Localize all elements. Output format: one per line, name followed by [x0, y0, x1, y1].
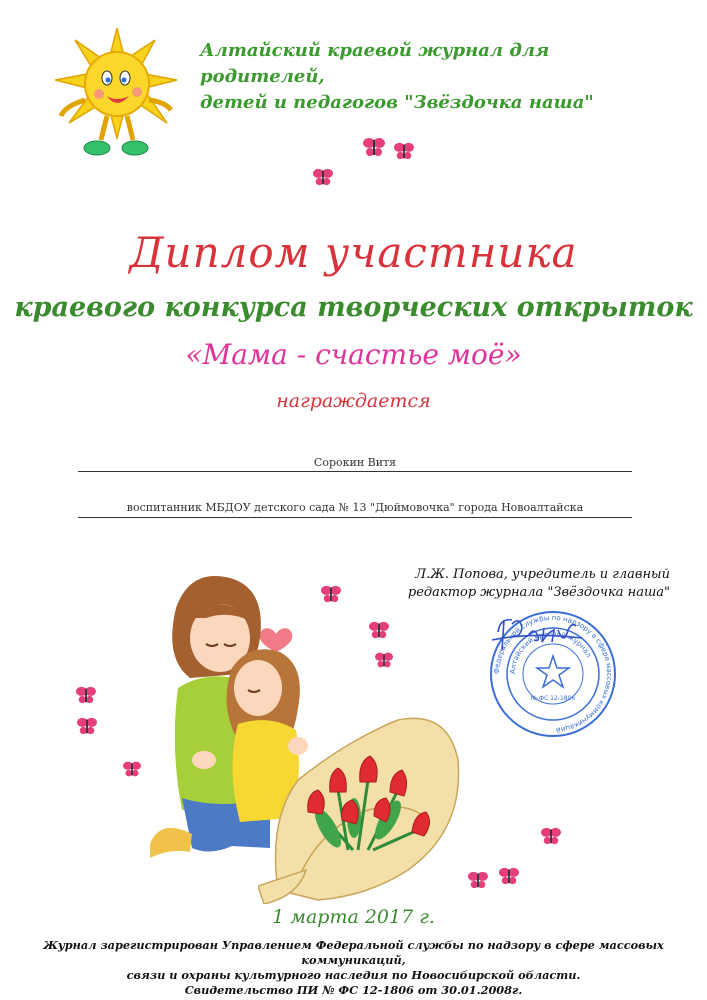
- butterfly-icon: [320, 584, 342, 604]
- signer-line1: Л.Ж. Попова, учредитель и главный: [415, 567, 670, 582]
- butterfly-icon: [75, 685, 97, 705]
- diploma-title: Диплом участника: [129, 228, 578, 277]
- butterfly-icon: [76, 716, 98, 736]
- butterfly-icon: [467, 870, 489, 890]
- butterfly-icon: [312, 167, 334, 187]
- footer-line2: связи и охраны культурного наследия по Новосибирской области.: [126, 968, 581, 982]
- stamp-number: № ФС 12-1806: [530, 695, 576, 702]
- butterfly-icon: [122, 760, 142, 778]
- awarded-label: награждается: [276, 390, 431, 412]
- signer-line2: редактор журнала "Звёздочка наша": [407, 585, 670, 600]
- contest-name: «Мама - счастье моё»: [185, 338, 522, 371]
- signature: [490, 612, 590, 657]
- butterfly-icon: [540, 826, 562, 846]
- journal-title: [200, 38, 620, 116]
- sun-mascot-icon: [55, 28, 180, 163]
- registration-footer: [20, 938, 687, 998]
- butterfly-icon: [374, 651, 394, 669]
- footer-line3: Свидетельство ПИ № ФС 12-1806 от 30.01.2008г.: [184, 983, 523, 997]
- butterfly-icon: [498, 866, 520, 886]
- contest-line: краевого конкурса творческих открыток: [14, 292, 693, 323]
- butterfly-icon: [393, 141, 415, 161]
- recipient-description-line: [78, 517, 632, 518]
- tulip-bouquet-illustration: [258, 700, 472, 904]
- recipient-name-line: [78, 471, 632, 472]
- journal-title-line1: Алтайский краевой журнал для родителей,: [200, 40, 550, 87]
- stamp-inner-text: Алтайский краевой журнал: [508, 629, 593, 675]
- recipient-name: Сорокин Витя: [313, 456, 397, 469]
- butterfly-icon: [362, 136, 386, 158]
- journal-title-line2: детей и педагогов "Звёздочка наша": [200, 92, 594, 113]
- signer-block: [405, 566, 670, 602]
- issue-date: 1 марта 2017 г.: [272, 906, 435, 928]
- footer-line1: Журнал зарегистрирован Управлением Федеральной службы по надзору в сфере массовых коммуникаций,: [43, 938, 664, 967]
- butterfly-icon: [368, 620, 390, 640]
- recipient-description: воспитанник МБДОУ детского сада № 13 "Дюймовочка" города Новоалтайска: [126, 501, 584, 514]
- stamp-outer-text: Федеральной службы по надзору в сфере массовых коммуникаций: [492, 613, 614, 734]
